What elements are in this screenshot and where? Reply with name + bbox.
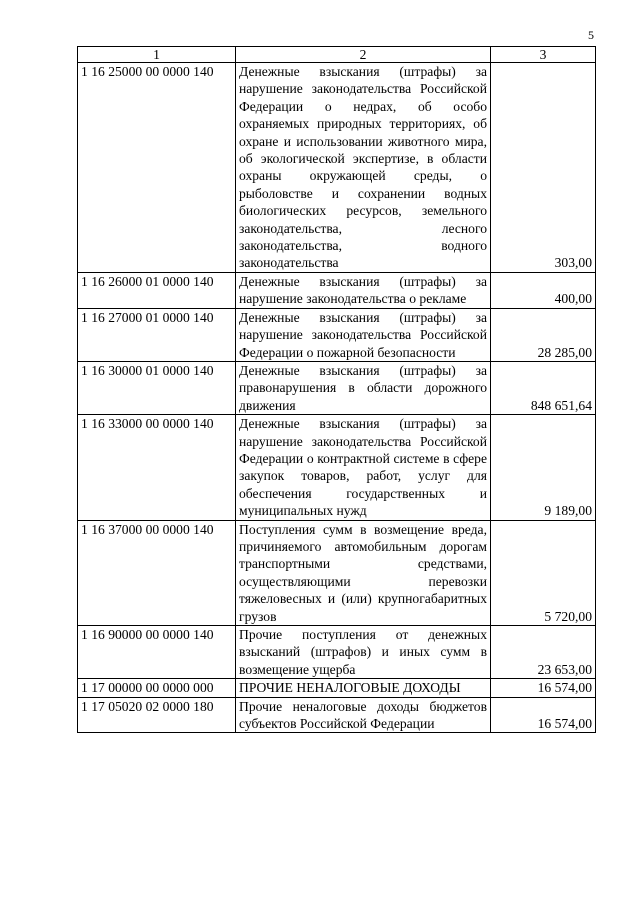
table-row — [78, 63, 596, 273]
budget-code: 1 16 90000 00 0000 140 — [78, 626, 236, 679]
revenue-name: Денежные взыскания (штрафы) за нарушение законодательства Российской Федерации о недрах, об особо охраняемых природных территориях, об охране и использовании животного мира, об экологической экспертизе, в области охраны окружающей среды, о рыболовстве и сохранении водных биологических ресурсов, земельного законодательства, лесного законодательства, водного законодательства — [236, 63, 491, 273]
table-row — [78, 679, 596, 697]
revenue-name: Прочие поступления от денежных взысканий (штрафов) и иных сумм в возмещение ущерба — [236, 626, 491, 679]
amount: 400,00 — [491, 272, 596, 308]
table-row — [78, 626, 596, 679]
revenue-name: Поступления сумм в возмещение вреда, причиняемого автомобильным дорогам транспортными средствами, осуществляющими перевозки тяжеловесных и (или) крупногабаритных грузов — [236, 520, 491, 625]
amount: 303,00 — [491, 63, 596, 273]
budget-revenue-table — [77, 46, 596, 733]
column-header-2: 2 — [236, 47, 491, 63]
column-header-1: 1 — [78, 47, 236, 63]
amount: 9 189,00 — [491, 415, 596, 520]
revenue-name: Денежные взыскания (штрафы) за нарушение законодательства Российской Федерации о контрактной системе в сфере закупок товаров, работ, услуг для обеспечения государственных и муниципальных нужд — [236, 415, 491, 520]
amount: 16 574,00 — [491, 679, 596, 697]
amount: 5 720,00 — [491, 520, 596, 625]
budget-code: 1 16 33000 00 0000 140 — [78, 415, 236, 520]
amount: 848 651,64 — [491, 361, 596, 414]
revenue-name: Прочие неналоговые доходы бюджетов субъектов Российской Федерации — [236, 697, 491, 733]
budget-code: 1 16 37000 00 0000 140 — [78, 520, 236, 625]
page-number: 5 — [588, 28, 594, 42]
amount: 28 285,00 — [491, 308, 596, 361]
revenue-name: Денежные взыскания (штрафы) за правонарушения в области дорожного движения — [236, 361, 491, 414]
column-header-3: 3 — [491, 47, 596, 63]
table-row — [78, 520, 596, 625]
table-header-row — [78, 47, 596, 63]
budget-code: 1 16 27000 01 0000 140 — [78, 308, 236, 361]
revenue-name: Денежные взыскания (штрафы) за нарушение законодательства Российской Федерации о пожарной безопасности — [236, 308, 491, 361]
table-row — [78, 308, 596, 361]
budget-code: 1 16 25000 00 0000 140 — [78, 63, 236, 273]
budget-code: 1 16 26000 01 0000 140 — [78, 272, 236, 308]
table-row — [78, 415, 596, 520]
amount: 23 653,00 — [491, 626, 596, 679]
table-row — [78, 361, 596, 414]
budget-code: 1 17 05020 02 0000 180 — [78, 697, 236, 733]
table-row — [78, 697, 596, 733]
revenue-name: ПРОЧИЕ НЕНАЛОГОВЫЕ ДОХОДЫ — [236, 679, 491, 697]
budget-code: 1 16 30000 01 0000 140 — [78, 361, 236, 414]
budget-code: 1 17 00000 00 0000 000 — [78, 679, 236, 697]
amount: 16 574,00 — [491, 697, 596, 733]
revenue-name: Денежные взыскания (штрафы) за нарушение законодательства о рекламе — [236, 272, 491, 308]
table-row — [78, 272, 596, 308]
